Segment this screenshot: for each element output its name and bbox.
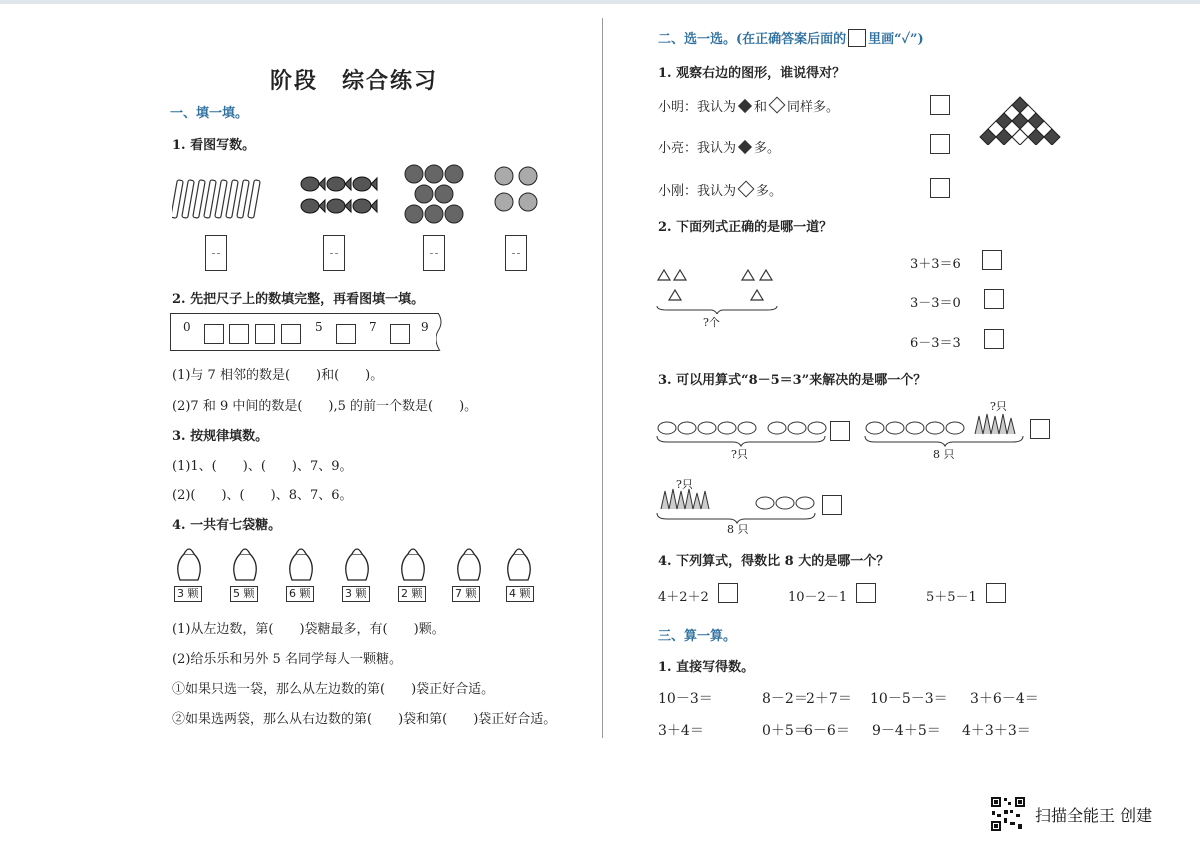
section-2-title — [658, 28, 924, 47]
option-xiaogang — [658, 180, 782, 199]
question-1-4-3: ①如果只选一袋，那么从左边数的第( )袋正好合适。 — [172, 682, 495, 697]
fish-picture — [298, 174, 378, 218]
answer-box-q2-3[interactable] — [984, 329, 1004, 349]
ruler-label-7: 7 — [369, 320, 377, 334]
answer-box-q3-c[interactable] — [822, 495, 842, 515]
question-1-4-1: (1)从左边数，第( )袋糖最多，有( )颗。 — [172, 622, 445, 637]
calc-1-1: 10－3＝ — [658, 691, 713, 707]
answer-box-q3-a[interactable] — [830, 421, 850, 441]
q3-label-b-top: ?只 — [990, 400, 1007, 413]
answer-box-fish[interactable] — [323, 235, 345, 271]
diamond-pattern-picture — [976, 95, 1064, 145]
question-2-1: 1. 观察右边的图形，谁说得对？ — [658, 66, 846, 81]
question-2-4: 4. 下列算式，得数比 8 大的是哪一个？ — [658, 554, 890, 569]
question-1-3: 3. 按规律填数。 — [172, 429, 269, 444]
question-2-3: 3. 可以用算式“8－5＝3”来解决的是哪一个？ — [658, 373, 927, 388]
option-xiaoliang — [658, 137, 780, 156]
answer-box-q4-3[interactable] — [986, 583, 1006, 603]
ruler-label-5: 5 — [315, 320, 323, 334]
calc-1-2: 8－2＝ — [762, 691, 808, 707]
q3-label-b: 8 只 — [933, 448, 955, 461]
ruler-label-0: 0 — [183, 320, 191, 334]
question-2-2: 2. 下面列式正确的是哪一道？ — [658, 220, 833, 235]
ruler-box-2[interactable] — [229, 324, 249, 344]
ruler-box-4[interactable] — [281, 324, 301, 344]
option-xiaogang-end: 多。 — [756, 184, 783, 199]
calc-2-4: 9－4＋5＝ — [872, 723, 941, 739]
bag-label-3: 6 颗 — [286, 586, 314, 602]
answer-box-q2-1[interactable] — [982, 250, 1002, 270]
bag-label-5: 2 颗 — [398, 586, 426, 602]
brace-label-question-count: ?个 — [703, 316, 720, 329]
option-q4-1: 4＋2＋2 — [658, 590, 709, 605]
answer-box-q2-2[interactable] — [984, 289, 1004, 309]
ruler — [170, 313, 439, 351]
answer-box-xiaoming[interactable] — [930, 95, 950, 115]
sticks-picture — [172, 178, 268, 220]
q3-label-c-top: ?只 — [676, 478, 693, 491]
calc-2-2: 0＋5＝ — [762, 723, 808, 739]
calc-2-1: 3＋4＝ — [658, 723, 704, 739]
option-q2-1: 3＋3＝6 — [910, 257, 961, 272]
calc-2-5: 4＋3＋3＝ — [962, 723, 1031, 739]
question-1-4: 4. 一共有七袋糖。 — [172, 518, 282, 533]
question-1-2: 2. 先把尺子上的数填完整，再看图填一填。 — [172, 292, 425, 307]
question-1-2-2: (2)7 和 9 中间的数是( ),5 的前一个数是( )。 — [172, 399, 478, 414]
section-3-title: 三、算一算。 — [658, 629, 737, 644]
option-xiaoming — [658, 96, 839, 115]
rabbits-picture-a — [655, 410, 827, 448]
calc-1-5: 3＋6－4＝ — [970, 691, 1039, 707]
peaches-picture — [492, 164, 542, 216]
bag-label-2: 5 颗 — [230, 586, 258, 602]
answer-box-q4-2[interactable] — [856, 583, 876, 603]
option-xiaoming-mid: 和 — [754, 100, 768, 115]
watermark-text: 扫描全能王 创建 — [1035, 806, 1153, 825]
calc-2-3: 6－6＝ — [804, 723, 850, 739]
answer-box-sticks[interactable] — [205, 235, 227, 271]
question-1-4-4: ②如果选两袋，那么从右边数的第( )袋和第( )袋正好合适。 — [172, 712, 557, 727]
top-border — [0, 0, 1200, 4]
section-1-title: 一、填一填。 — [170, 106, 249, 121]
answer-box-xiaoliang[interactable] — [930, 134, 950, 154]
question-1-2-1: (1)与 7 相邻的数是( )和( )。 — [172, 368, 384, 383]
candy-bags-picture — [172, 542, 542, 582]
q3-label-a: ?只 — [731, 448, 748, 461]
q3-label-c: 8 只 — [727, 523, 749, 536]
ruler-box-6[interactable] — [336, 324, 356, 344]
bag-label-4: 3 颗 — [342, 586, 370, 602]
ruler-label-9: 9 — [421, 320, 429, 334]
option-xiaogang-pre: 小刚：我认为 — [658, 184, 737, 199]
option-q2-3: 6－3＝3 — [910, 336, 961, 351]
option-xiaoming-pre: 小明：我认为 — [658, 100, 737, 115]
page-title: 阶段 综合练习 — [270, 69, 439, 94]
calc-1-3: 2＋7＝ — [806, 691, 852, 707]
question-1-3-1: (1)1、( )、( )、7、9。 — [172, 459, 353, 474]
question-3-1: 1. 直接写得数。 — [658, 660, 755, 675]
option-xiaoliang-end: 多。 — [754, 141, 781, 156]
title-answer-box — [848, 29, 866, 47]
filled-diamond-icon — [738, 99, 752, 113]
bag-label-1: 3 颗 — [174, 586, 202, 602]
bag-label-6: 7 颗 — [452, 586, 480, 602]
answer-box-q4-1[interactable] — [718, 583, 738, 603]
tomatoes-picture — [402, 162, 466, 228]
ruler-box-8[interactable] — [390, 324, 410, 344]
question-1-1: 1. 看图写数。 — [172, 138, 256, 153]
triangles-brace-picture — [655, 268, 780, 314]
bag-label-7: 4 颗 — [506, 586, 534, 602]
option-xiaoliang-pre: 小亮：我认为 — [658, 141, 737, 156]
ruler-wavy-end — [436, 313, 446, 351]
grass-rabbits-picture-c — [655, 487, 817, 525]
ruler-box-3[interactable] — [255, 324, 275, 344]
filled-diamond-icon — [738, 140, 752, 154]
section-2-title-end: 里画“✓”) — [868, 32, 924, 47]
answer-box-q3-b[interactable] — [1030, 419, 1050, 439]
option-q4-2: 10－2－1 — [788, 590, 848, 605]
option-q2-2: 3－3＝0 — [910, 296, 961, 311]
option-q4-3: 5＋5－1 — [926, 590, 977, 605]
empty-diamond-icon — [769, 97, 786, 114]
answer-box-peaches[interactable] — [505, 235, 527, 271]
ruler-box-1[interactable] — [204, 324, 224, 344]
qr-code-icon — [990, 796, 1026, 832]
question-1-4-2: (2)给乐乐和另外 5 名同学每人一颗糖。 — [172, 652, 402, 667]
answer-box-xiaogang[interactable] — [930, 178, 950, 198]
answer-box-tomatoes[interactable] — [423, 235, 445, 271]
rabbits-grass-picture-b — [863, 410, 1025, 448]
empty-diamond-icon — [738, 181, 755, 198]
section-2-title-start: 二、选一选。(在正确答案后面的 — [658, 32, 847, 47]
page-divider — [602, 18, 603, 738]
calc-1-4: 10－5－3＝ — [870, 691, 948, 707]
option-xiaoming-end: 同样多。 — [787, 100, 840, 115]
question-1-3-2: (2)( )、( )、8、7、6。 — [172, 488, 353, 503]
